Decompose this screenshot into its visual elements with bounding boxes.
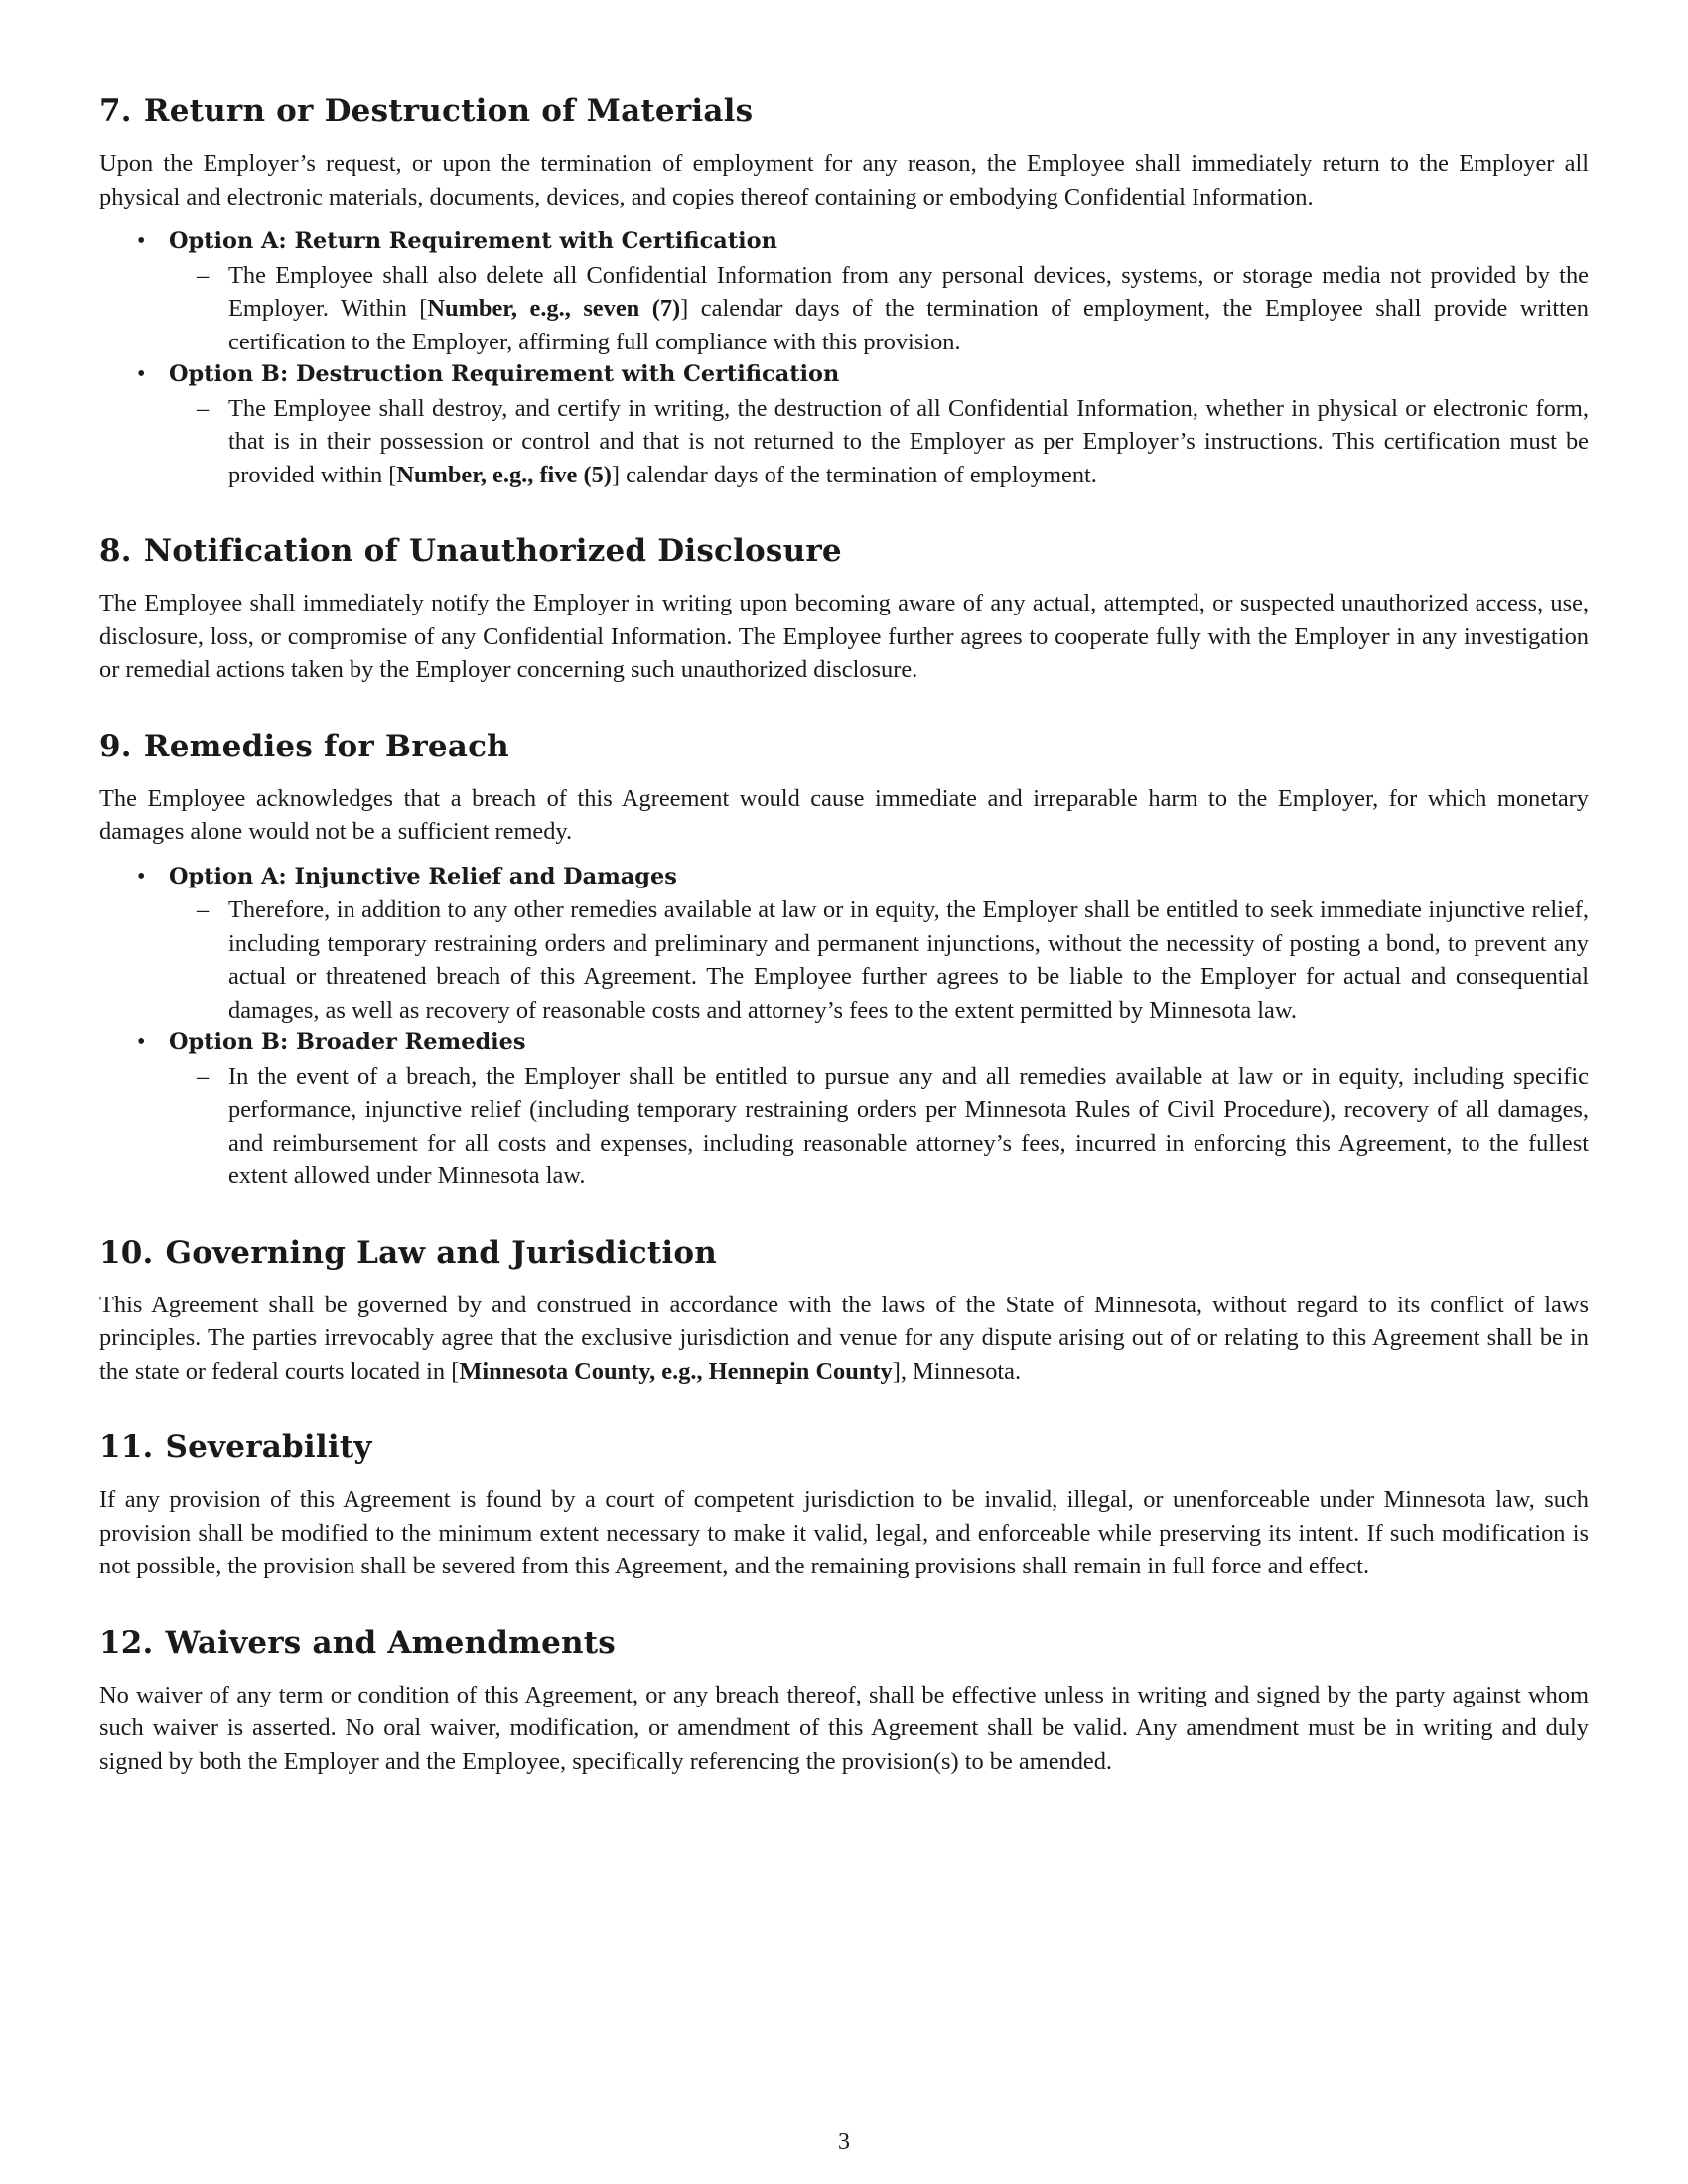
option-text: In the event of a breach, the Employer shall be entitled to pursue any and all remedies available at law or in equity, including specific performance, injunctive relief (including temporary restraining orders per Minnesota Rules of Civil Procedure), recovery of all damages, and reimbursement for all costs and expenses, including reasonable attorney’s fees, incurred in enforcing this Agreement, to the fullest extent allowed under Minnesota law. bbox=[228, 1062, 1589, 1189]
placeholder-field: Minnesota County, e.g., Hennepin County bbox=[459, 1357, 893, 1385]
option-text: The Employee shall also delete all Confidential Information from any personal devices, systems, or storage media not provided by the Employer. Within [ bbox=[228, 261, 1589, 322]
option-body bbox=[169, 259, 1589, 359]
section-title: Severability bbox=[165, 1430, 372, 1465]
section-title: Waivers and Amendments bbox=[165, 1624, 616, 1661]
section-8 bbox=[99, 531, 1589, 687]
option-title: • Option B: Broader Remedies bbox=[169, 1029, 526, 1055]
dash-marker: – bbox=[197, 1062, 210, 1090]
option-item bbox=[99, 861, 1589, 1027]
section-heading bbox=[99, 727, 1589, 766]
option-body bbox=[169, 893, 1589, 1026]
paragraph-text: ], Minnesota. bbox=[892, 1357, 1022, 1385]
section-heading bbox=[99, 1428, 1589, 1467]
option-list bbox=[99, 225, 1589, 491]
dash-marker: – bbox=[197, 896, 210, 923]
placeholder-field: Number, e.g., seven (7) bbox=[427, 295, 681, 322]
section-number: 7. bbox=[99, 93, 132, 129]
section-number: 8. bbox=[99, 533, 132, 569]
option-body bbox=[169, 1060, 1589, 1193]
option-text: ] calendar days of the termination of employment. bbox=[611, 461, 1097, 488]
dash-marker: – bbox=[197, 394, 210, 422]
option-list bbox=[99, 861, 1589, 1193]
section-title: Notification of Unauthorized Disclosure bbox=[143, 533, 842, 569]
section-paragraph: No waiver of any term or condition of this Agreement, or any breach thereof, shall be effective unless in writing and signed by the party against whom such waiver is asserted. No oral waiver, modification, or amendment of this Agreement shall be valid. Any amendment must be in writing and duly signed by both the Employer and the Employee, specifically referencing the provision(s) to be amended. bbox=[99, 1681, 1589, 1775]
section-title: Governing Law and Jurisdiction bbox=[165, 1234, 717, 1271]
section-number: 11. bbox=[99, 1430, 154, 1465]
option-title: • Option B: Destruction Requirement with Certification bbox=[169, 361, 840, 387]
section-paragraph: Upon the Employer’s request, or upon the termination of employment for any reason, the Employee shall immediately return to the Employer all physical and electronic materials, documents, devices, and copies thereof containing or embodying Confidential Information. bbox=[99, 150, 1589, 210]
document-page bbox=[99, 91, 1589, 1818]
option-item bbox=[99, 1026, 1589, 1193]
section-heading bbox=[99, 1623, 1589, 1663]
section-12 bbox=[99, 1623, 1589, 1779]
section-7 bbox=[99, 91, 1589, 491]
section-10 bbox=[99, 1233, 1589, 1389]
option-text: The Employee shall destroy, and certify in writing, the destruction of all Confidential Information, whether in physical or electronic form, that is in their possession or control and that is not returned to the Employer as per Employer’s instructions. This certification must be provided within [ bbox=[228, 394, 1589, 488]
placeholder-field: Number, e.g., five (5) bbox=[396, 461, 612, 488]
section-paragraph bbox=[99, 1289, 1589, 1389]
option-item bbox=[99, 358, 1589, 491]
option-title: • Option A: Return Requirement with Certification bbox=[169, 228, 777, 254]
option-item bbox=[99, 225, 1589, 358]
section-number: 12. bbox=[99, 1624, 154, 1661]
dash-marker: – bbox=[197, 261, 210, 289]
page-number: 3 bbox=[838, 2129, 850, 2155]
section-title: Remedies for Breach bbox=[143, 728, 509, 764]
section-paragraph: The Employee shall immediately notify the Employer in writing upon becoming aware of any actual, attempted, or suspected unauthorized access, use, disclosure, loss, or compromise of any Confidential Information. The Employee further agrees to cooperate fully with the Employer in any investigation or remedial actions taken by the Employer concerning such unauthorized disclosure. bbox=[99, 590, 1589, 683]
section-paragraph: The Employee acknowledges that a breach of this Agreement would cause immediate and irreparable harm to the Employer, for which monetary damages alone would not be a sufficient remedy. bbox=[99, 784, 1589, 845]
option-text: Therefore, in addition to any other remedies available at law or in equity, the Employer shall be entitled to seek immediate injunctive relief, including temporary restraining orders and preliminary and permanent injunctions, without the necessity of posting a bond, to prevent any actual or threatened breach of this Agreement. The Employee further agrees to be liable to the Employer for actual and consequential damages, as well as recovery of reasonable costs and attorney’s fees to the extent permitted by Minnesota law. bbox=[228, 896, 1589, 1024]
option-text: ] calendar days of the termination of employment, the Employee shall provide written certification to the Employer, affirming full compliance with this provision. bbox=[228, 295, 1589, 355]
section-number: 9. bbox=[99, 728, 132, 764]
section-heading bbox=[99, 531, 1589, 571]
option-title: • Option A: Injunctive Relief and Damages bbox=[169, 863, 677, 889]
section-heading bbox=[99, 1233, 1589, 1273]
section-number: 10. bbox=[99, 1234, 154, 1271]
section-title: Return or Destruction of Materials bbox=[143, 93, 754, 129]
section-9 bbox=[99, 727, 1589, 1193]
option-body bbox=[169, 392, 1589, 492]
paragraph-text: This Agreement shall be governed by and construed in accordance with the laws of the State of Minnesota, without regard to its conflict of laws principles. The parties irrevocably agree that the exclusive jurisdiction and venue for any dispute arising out of or relating to this Agreement shall be in the state or federal courts located in [ bbox=[99, 1291, 1589, 1385]
section-paragraph: If any provision of this Agreement is found by a court of competent jurisdiction to be invalid, illegal, or unenforceable under Minnesota law, such provision shall be modified to the minimum extent necessary to make it valid, legal, and enforceable while preserving its intent. If such modification is not possible, the provision shall be severed from this Agreement, and the remaining provisions shall remain in full force and effect. bbox=[99, 1486, 1589, 1579]
section-heading bbox=[99, 91, 1589, 131]
section-11 bbox=[99, 1428, 1589, 1583]
